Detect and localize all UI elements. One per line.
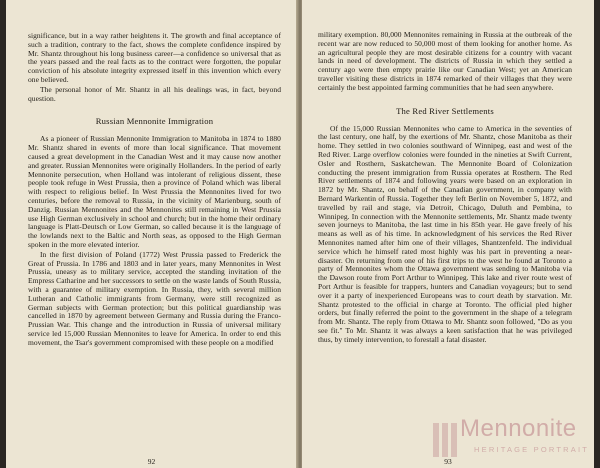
paragraph: The personal honor of Mr. Shantz in all his dealings was, in fact, beyond question. <box>28 84 281 103</box>
paragraph: Of the 15,000 Russian Mennonites who came to America in the seventies of the last century, one half, by the exertions of Mr. Shantz, chose Manitoba as their home. They settled in two colonies southward of Winnipeg, east and west of the Red River. Large overflow colonies were founded in the nineties at Swift Current, Osler and Rosthern, Saskatchewan. The Mennonite Board of Colonization conducting the present immigration from Russia operates at Rosthern. The Red River settlements of 1874 and following years were based on an exploration in 1872 by Mr. Shantz, on behalf of the Canadian government, in company with Bernard Warkentin of Russia. Together they left Berlin on November 5, 1872, and travelled by rail and stage, via Detroit, Chicago, Duluth and Pembina, to Winnipeg. In connection with the Mennonite settlements, Mr. Shantz made twenty seven journeys to Manitoba, the last time in his 85th year. He gave freely of his means as well as of his time. In acknowledgment of his services the Red River Mennonites named after him one of their villages, Shantzenfeld. The individual service which he himself rated most highly was his part in preventing a near-disaster. On returning from one of his first trips to the west he found at Toronto a party of Mennonites whom the Ottawa government was sending to Manitoba via the Dawson route from Port Arthur to Winnipeg. This lake and river route west of Port Arthur is feasible for trappers, hunters and Canadian voyageurs; but to send over it a party of inexperienced Europeans was to court death by starvation. Mr. Shantz protested to the official in charge at Toronto. The official pled higher orders, but finally referred the point to the government in the shape of a telegram from Mr. Shantz. The reply from Ottawa to Mr. Shantz soon followed, "Do as you see fit." To Mr. Shantz it was always a keen satisfaction that he was privileged thus, by timely intervention, to forestall a fatal disaster. <box>318 123 572 344</box>
watermark-subtitle: HERITAGE PORTRAIT <box>474 445 590 454</box>
section-heading: The Red River Settlements <box>396 105 494 116</box>
mennonite-logo-icon <box>430 417 460 461</box>
right-page <box>302 0 594 468</box>
paragraph: military exemption. 80,000 Mennonites remaining in Russia at the outbreak of the recent war are now reduced to 50,000 most of them looking for another home. As an agricultural people they are most desirable citizens for a country with vacant lands in need of development. The districts of Russia in which they settled a century ago were then empty prairie like our Canadian West; yet an American traveller visiting these districts in 1874 remarked of their villages that they were certainly the best appointed farming communities that he had seen anywhere. <box>318 30 572 92</box>
section-heading: Russian Mennonite Immigration <box>95 116 214 127</box>
paragraph: significance, but in a way rather heightens it. The growth and final acceptance of such a tradition, contrary to the fact, shows the complete confidence inspired by Mr. Shantz throughout his long business career—a confidence so universal that as the years passed and the real facts as to the contract were forgotten, the popular conviction of his absolute integrity expressed itself in this invention which every one believed. <box>28 31 281 84</box>
paragraph: As a pioneer of Russian Mennonite Immigration to Manitoba in 1874 to 1880 Mr. Shantz shared in events of more than local significance. That movement caused a great development in the Canadian West and it may cause now another and greater. Russian Mennonites were originally Hollanders. In the period of early Mennonite persecution, when Holland was intolerant of religious dissent, these people took refuge in West Prussia, then a province of Poland which was liberal with respect to religious belief. In West Prussia the Mennonites lived for two centuries, before the removal to Russia, in the vicinity of Marienburg, south of Danzig. Russian Mennonites and the Mennonites still remaining in West Prussia use High German exclusively in school and church; but in the home their ordinary language is Platt-Deutsch or Low German, so called because it is the language of the lowlands next to the Baltic and North seas, as opposed to the High German spoken in the more elevated interior. <box>28 134 281 249</box>
watermark-title: Mennonite <box>460 415 577 442</box>
paragraph: In the first division of Poland (1772) West Prussia passed to Frederick the Great of Prussia. In 1786 and 1803 and in later years, many Mennonites in West Prussia, uneasy as to military service, accepted the standing invitation of the Empress Catharine and her successors to settle on the waste lands of South Russia, with a guarantee of military exemption. In Russia, they, with several million Lutheran and Catholic immigrants from Germany, were still recognized as German subjects with German protection; but this political guardianship was cancelled in 1870 by agreement between Germany and Russia during the Franco-Prussian War. This change and the introduction in Russia of universal military service led 15,000 Russian Mennonites to leave for America. In order to end this movement, the Tsar's government compromised with these people on a modified <box>28 249 281 347</box>
watermark <box>430 415 590 465</box>
page-number: 93 <box>444 457 452 466</box>
page-number: 92 <box>147 457 156 466</box>
left-page <box>6 0 298 468</box>
